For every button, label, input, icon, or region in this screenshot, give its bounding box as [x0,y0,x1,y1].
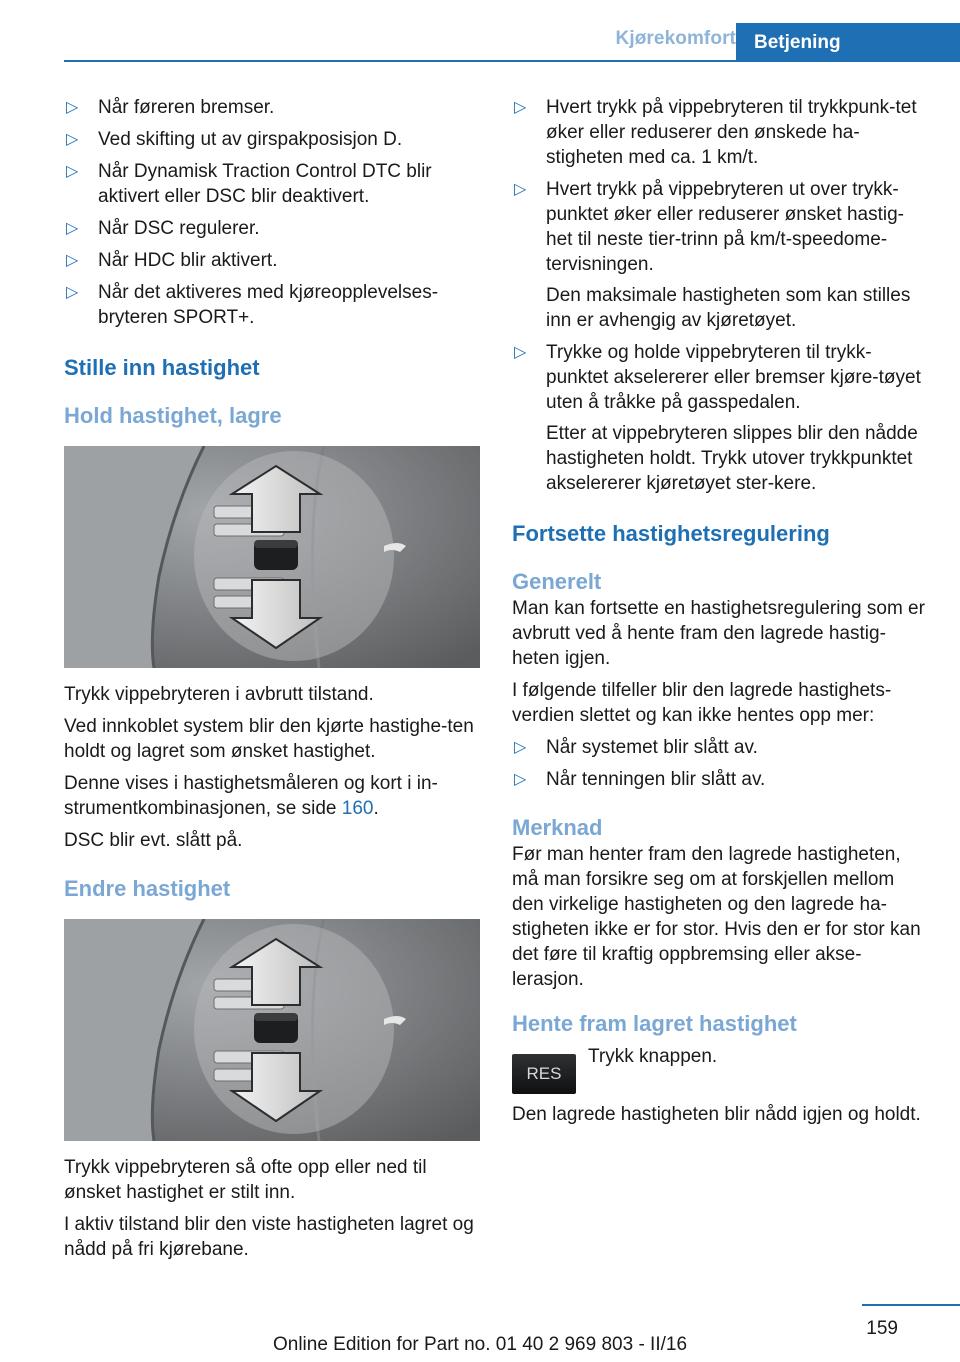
triangle-bullet-icon: ▷ [514,181,527,198]
header-chapter-tab[interactable]: Betjening [736,23,960,61]
paragraph: DSC blir evt. slått på. [64,830,243,851]
right-bullet-list [512,95,928,496]
paragraph: Denne vises i hastighetsmåleren og kort i in-strumentkombinasjonen, se side 160. [64,773,438,819]
res-row [512,1044,928,1096]
steering-wheel-rocker-image-2 [64,919,480,1141]
paragraph: Ved innkoblet system blir den kjørte hastighe-ten holdt og lagret som ønsket hastighet. [64,716,474,762]
list-item: ▷ Ved skifting ut av girspakposisjon D. [66,129,403,150]
paragraph: Den lagrede hastigheten blir nådd igjen og holdt. [512,1104,921,1125]
list-item: ▷ Når DSC regulerer. [66,218,260,239]
heading-hold-hastighet: Hold hastighet, lagre [64,403,282,428]
page-header [0,0,960,62]
heading-hente-fram: Hente fram lagret hastighet [512,1011,797,1036]
list-item: ▷ Hvert trykk på vippebryteren til trykkpunk-tet øker eller reduserer den ønskede ha-stigheten med ca. 1 km/t. [514,97,917,168]
header-section-tab[interactable]: Kjørekomfort [615,28,736,49]
triangle-bullet-icon: ▷ [514,99,527,116]
header-rule [64,60,960,62]
triangle-bullet-icon: ▷ [66,220,79,237]
triangle-bullet-icon: ▷ [66,131,79,148]
list-item: ▷ Trykke og holde vippebryteren til trykk-punktet akselererer eller bremser kjøre-tøyet uten å tråkke på gasspedalen. Etter at vippebryteren slippes blir den nådde hastigheten holdt. Trykk utover trykkpunktet akselererer kjøretøyet ster-kere. [514,342,921,494]
right-column [512,95,928,1134]
list-item: ▷ Når Dynamisk Traction Control DTC blir aktivert eller DSC blir deaktivert. [66,161,432,207]
triangle-bullet-icon: ▷ [66,284,79,301]
triangle-bullet-icon: ▷ [66,163,79,180]
paragraph: Trykk vippebryteren i avbrutt tilstand. [64,684,374,705]
list-item: ▷ Hvert trykk på vippebryteren ut over trykk-punktet øker eller reduserer ønsket hastig-het til neste tier-trinn på km/t-speedome-tervisningen. Den maksimale hastigheten som kan stilles inn er avhengig av kjøretøyet. [514,179,911,331]
paragraph: I aktiv tilstand blir den viste hastigheten lagret og nådd på fri kjørebane. [64,1214,474,1260]
paragraph: Man kan fortsette en hastighetsregulering som er avbrutt ved å hente fram den lagrede hastig-heten igjen. [512,598,925,669]
heading-stille-inn-hastighet: Stille inn hastighet [64,355,260,380]
page-link[interactable]: 160 [341,798,374,819]
left-bullet-list [64,95,480,330]
list-item: ▷ Når HDC blir aktivert. [66,250,278,271]
heading-fortsette: Fortsette hastighetsregulering [512,521,830,546]
heading-endre-hastighet: Endre hastighet [64,876,231,901]
triangle-bullet-icon: ▷ [66,252,79,269]
paragraph: Trykk vippebryteren så ofte opp eller ned til ønsket hastighet er stilt inn. [64,1157,427,1203]
triangle-bullet-icon: ▷ [66,99,79,116]
heading-merknad: Merknad [512,815,603,840]
triangle-bullet-icon: ▷ [514,771,527,788]
right-bullet-list-2 [512,735,928,792]
triangle-bullet-icon: ▷ [514,739,527,756]
footer-rule [862,1304,960,1306]
heading-generelt: Generelt [512,569,602,594]
left-column [64,95,480,1269]
list-item: ▷ Når det aktiveres med kjøreopplevelses-bryteren SPORT+. [66,282,439,328]
triangle-bullet-icon: ▷ [514,344,527,361]
res-instruction: Trykk knappen. [588,1046,718,1067]
list-item: ▷ Når tenningen blir slått av. [514,769,766,790]
res-button-icon: RES [512,1054,576,1094]
page-number: 159 [866,1318,898,1339]
list-item: ▷ Når systemet blir slått av. [514,737,758,758]
paragraph: Før man henter fram den lagrede hastigheten, må man forsikre seg om at forskjellen mellom den virkelige hastigheten og den lagrede ha-stigheten ikke er for stor. Hvis den er for stor kan det føre til kraftig oppbremsing eller akse-lerasjon. [512,844,921,990]
edition-note: Online Edition for Part no. 01 40 2 969 803 - II/16 [272,1334,688,1355]
steering-wheel-rocker-image-1 [64,446,480,668]
list-item: ▷ Når føreren bremser. [66,97,275,118]
paragraph: I følgende tilfeller blir den lagrede hastighets-verdien slettet og kan ikke hentes opp mer: [512,680,892,726]
